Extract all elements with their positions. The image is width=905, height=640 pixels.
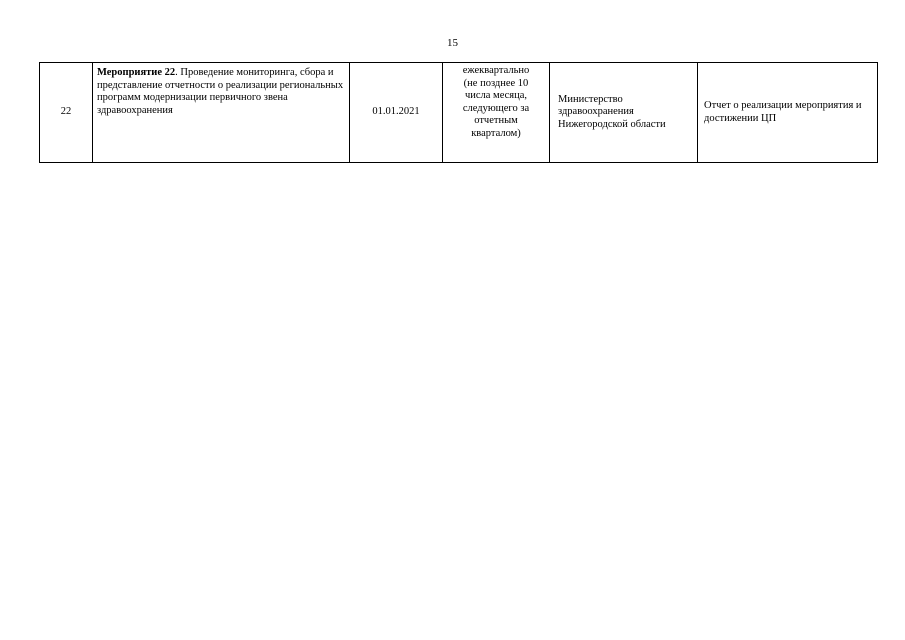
- row-number-cell: 22: [40, 63, 93, 163]
- period-line: ежеквартально: [462, 65, 530, 76]
- responsible-line: Министерство: [558, 93, 623, 105]
- period-cell: [443, 63, 550, 163]
- responsible-cell: [550, 63, 698, 163]
- table-row: [40, 63, 878, 163]
- period-line: (не позднее 10: [463, 77, 529, 89]
- period-line: следующего за: [462, 102, 530, 114]
- activity-title-bold: Мероприятие 22: [97, 67, 176, 78]
- period-line: отчетным: [474, 115, 518, 126]
- responsible-line: здравоохранения: [558, 106, 634, 118]
- period-line: кварталом): [471, 127, 521, 139]
- period-line: числа месяца,: [464, 90, 528, 101]
- activity-title-cell: [93, 63, 350, 163]
- result-cell: Отчет о реализации мероприятия и достижении ЦП: [698, 63, 878, 163]
- page-number: 15: [447, 37, 458, 49]
- start-date-cell: 01.01.2021: [350, 63, 443, 163]
- activity-table: [39, 62, 878, 163]
- activity-title-text: . Проведение мониторинга, сбора и представление отчетности о реализации региональных программ модернизации первичного звена здравоохранения: [97, 67, 344, 116]
- responsible-line: Нижегородской области: [558, 118, 666, 130]
